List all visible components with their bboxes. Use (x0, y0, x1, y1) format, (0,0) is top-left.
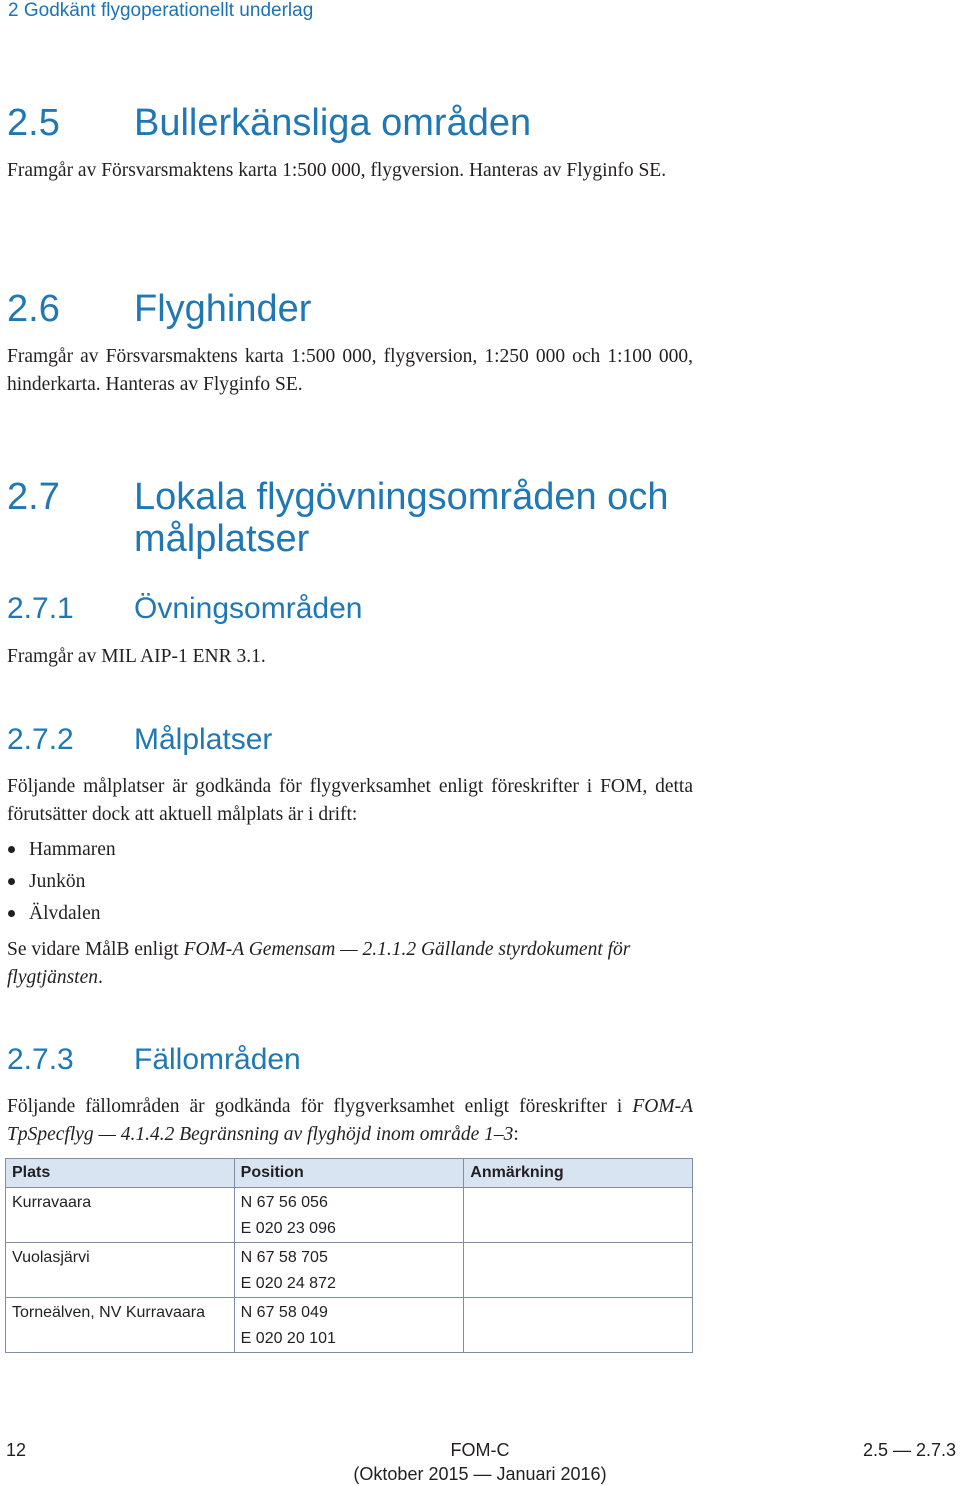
footer-edition: (Oktober 2015 — Januari 2016) (353, 1464, 607, 1484)
section-2-7-3-intro (7, 1093, 693, 1149)
document-reference: FOM-A Gemensam — 2.1.1.2 Gällande styrdokument för flygtjänsten (7, 939, 631, 988)
drop-zone-table (5, 1158, 693, 1353)
section-2-7-2-reference (7, 936, 693, 992)
section-2-7-1-heading (7, 592, 707, 628)
section-title: Fällområden (134, 1043, 301, 1076)
section-2-5-body (7, 157, 693, 185)
cell-position: N 67 58 705 E 020 24 872 (234, 1243, 464, 1298)
section-number: 2.6 (7, 288, 60, 330)
cell-plats: Torneälven, NV Kurravaara (6, 1298, 235, 1353)
bullet-icon (8, 846, 15, 853)
section-number: 2.7.1 (7, 592, 74, 625)
section-title: Bullerkänsliga områden (134, 102, 532, 144)
list-item: Älvdalen (7, 898, 116, 930)
footer-section-range: 2.5 — 2.7.3 (862, 1440, 956, 1460)
section-2-6-body (7, 343, 693, 399)
list-item: Hammaren (7, 834, 116, 866)
table-row (6, 1243, 693, 1298)
bullet-icon (8, 878, 15, 885)
paragraph: Följande målplatser är godkända för flygverksamhet enligt föreskrifter i FOM, detta förutsätter dock att aktuell målplats är i drift: (7, 776, 693, 825)
section-title-line1: Lokala flygövningsområden och (134, 476, 669, 518)
table-row (6, 1298, 693, 1353)
list-item: Junkön (7, 866, 116, 898)
paragraph: Framgår av Försvarsmaktens karta 1:500 000, flygversion. Hanteras av Flyginfo SE. (7, 160, 667, 181)
cell-anmarkning (464, 1188, 693, 1243)
section-number: 2.5 (7, 102, 60, 144)
cell-plats: Vuolasjärvi (6, 1243, 235, 1298)
document-reference: FOM-A TpSpecflyg — 4.1.4.2 Begränsning av flyghöjd inom område 1–3 (7, 1096, 693, 1145)
paragraph: Följande fällområden är godkända för flygverksamhet enligt föreskrifter i FOM-A TpSpecflyg — 4.1.4.2 Begränsning av flyghöjd inom område 1–3: (7, 1096, 693, 1145)
section-number: 2.7 (7, 476, 60, 518)
table-row (6, 1188, 693, 1243)
cell-position: N 67 58 049 E 020 20 101 (234, 1298, 464, 1353)
page-number: 12 (6, 1440, 27, 1460)
table-header-row (6, 1159, 693, 1188)
target-site-list (7, 834, 116, 930)
section-2-7-heading (7, 476, 707, 564)
bullet-icon (8, 910, 15, 917)
section-title-line2: målplatser (134, 518, 310, 560)
cell-position: N 67 56 056 E 020 23 096 (234, 1188, 464, 1243)
section-title: Flyghinder (134, 288, 312, 330)
column-header-position: Position (234, 1159, 464, 1188)
section-2-7-2-intro (7, 773, 693, 829)
section-number: 2.7.3 (7, 1043, 74, 1076)
section-2-5-heading (7, 102, 707, 146)
paragraph: Framgår av Försvarsmaktens karta 1:500 000, flygversion, 1:250 000 och 1:100 000, hinderkarta. Hanteras av Flyginfo SE. (7, 346, 693, 395)
section-title: Målplatser (134, 723, 273, 756)
cell-anmarkning (464, 1298, 693, 1353)
column-header-plats: Plats (6, 1159, 235, 1188)
section-number: 2.7.2 (7, 723, 74, 756)
section-2-6-heading (7, 288, 707, 332)
paragraph: Se vidare MålB enligt FOM-A Gemensam — 2.1.1.2 Gällande styrdokument för flygtjänsten. (7, 939, 631, 988)
section-title: Övningsområden (134, 592, 363, 625)
footer-document: FOM-C (450, 1440, 510, 1460)
column-header-anmarkning: Anmärkning (464, 1159, 693, 1188)
paragraph: Framgår av MIL AIP-1 ENR 3.1. (7, 646, 266, 667)
section-2-7-2-heading (7, 723, 707, 759)
cell-anmarkning (464, 1243, 693, 1298)
running-head: 2 Godkänt flygoperationellt underlag (8, 0, 314, 21)
section-2-7-1-body (7, 643, 693, 671)
cell-plats: Kurravaara (6, 1188, 235, 1243)
section-2-7-3-heading (7, 1043, 707, 1079)
